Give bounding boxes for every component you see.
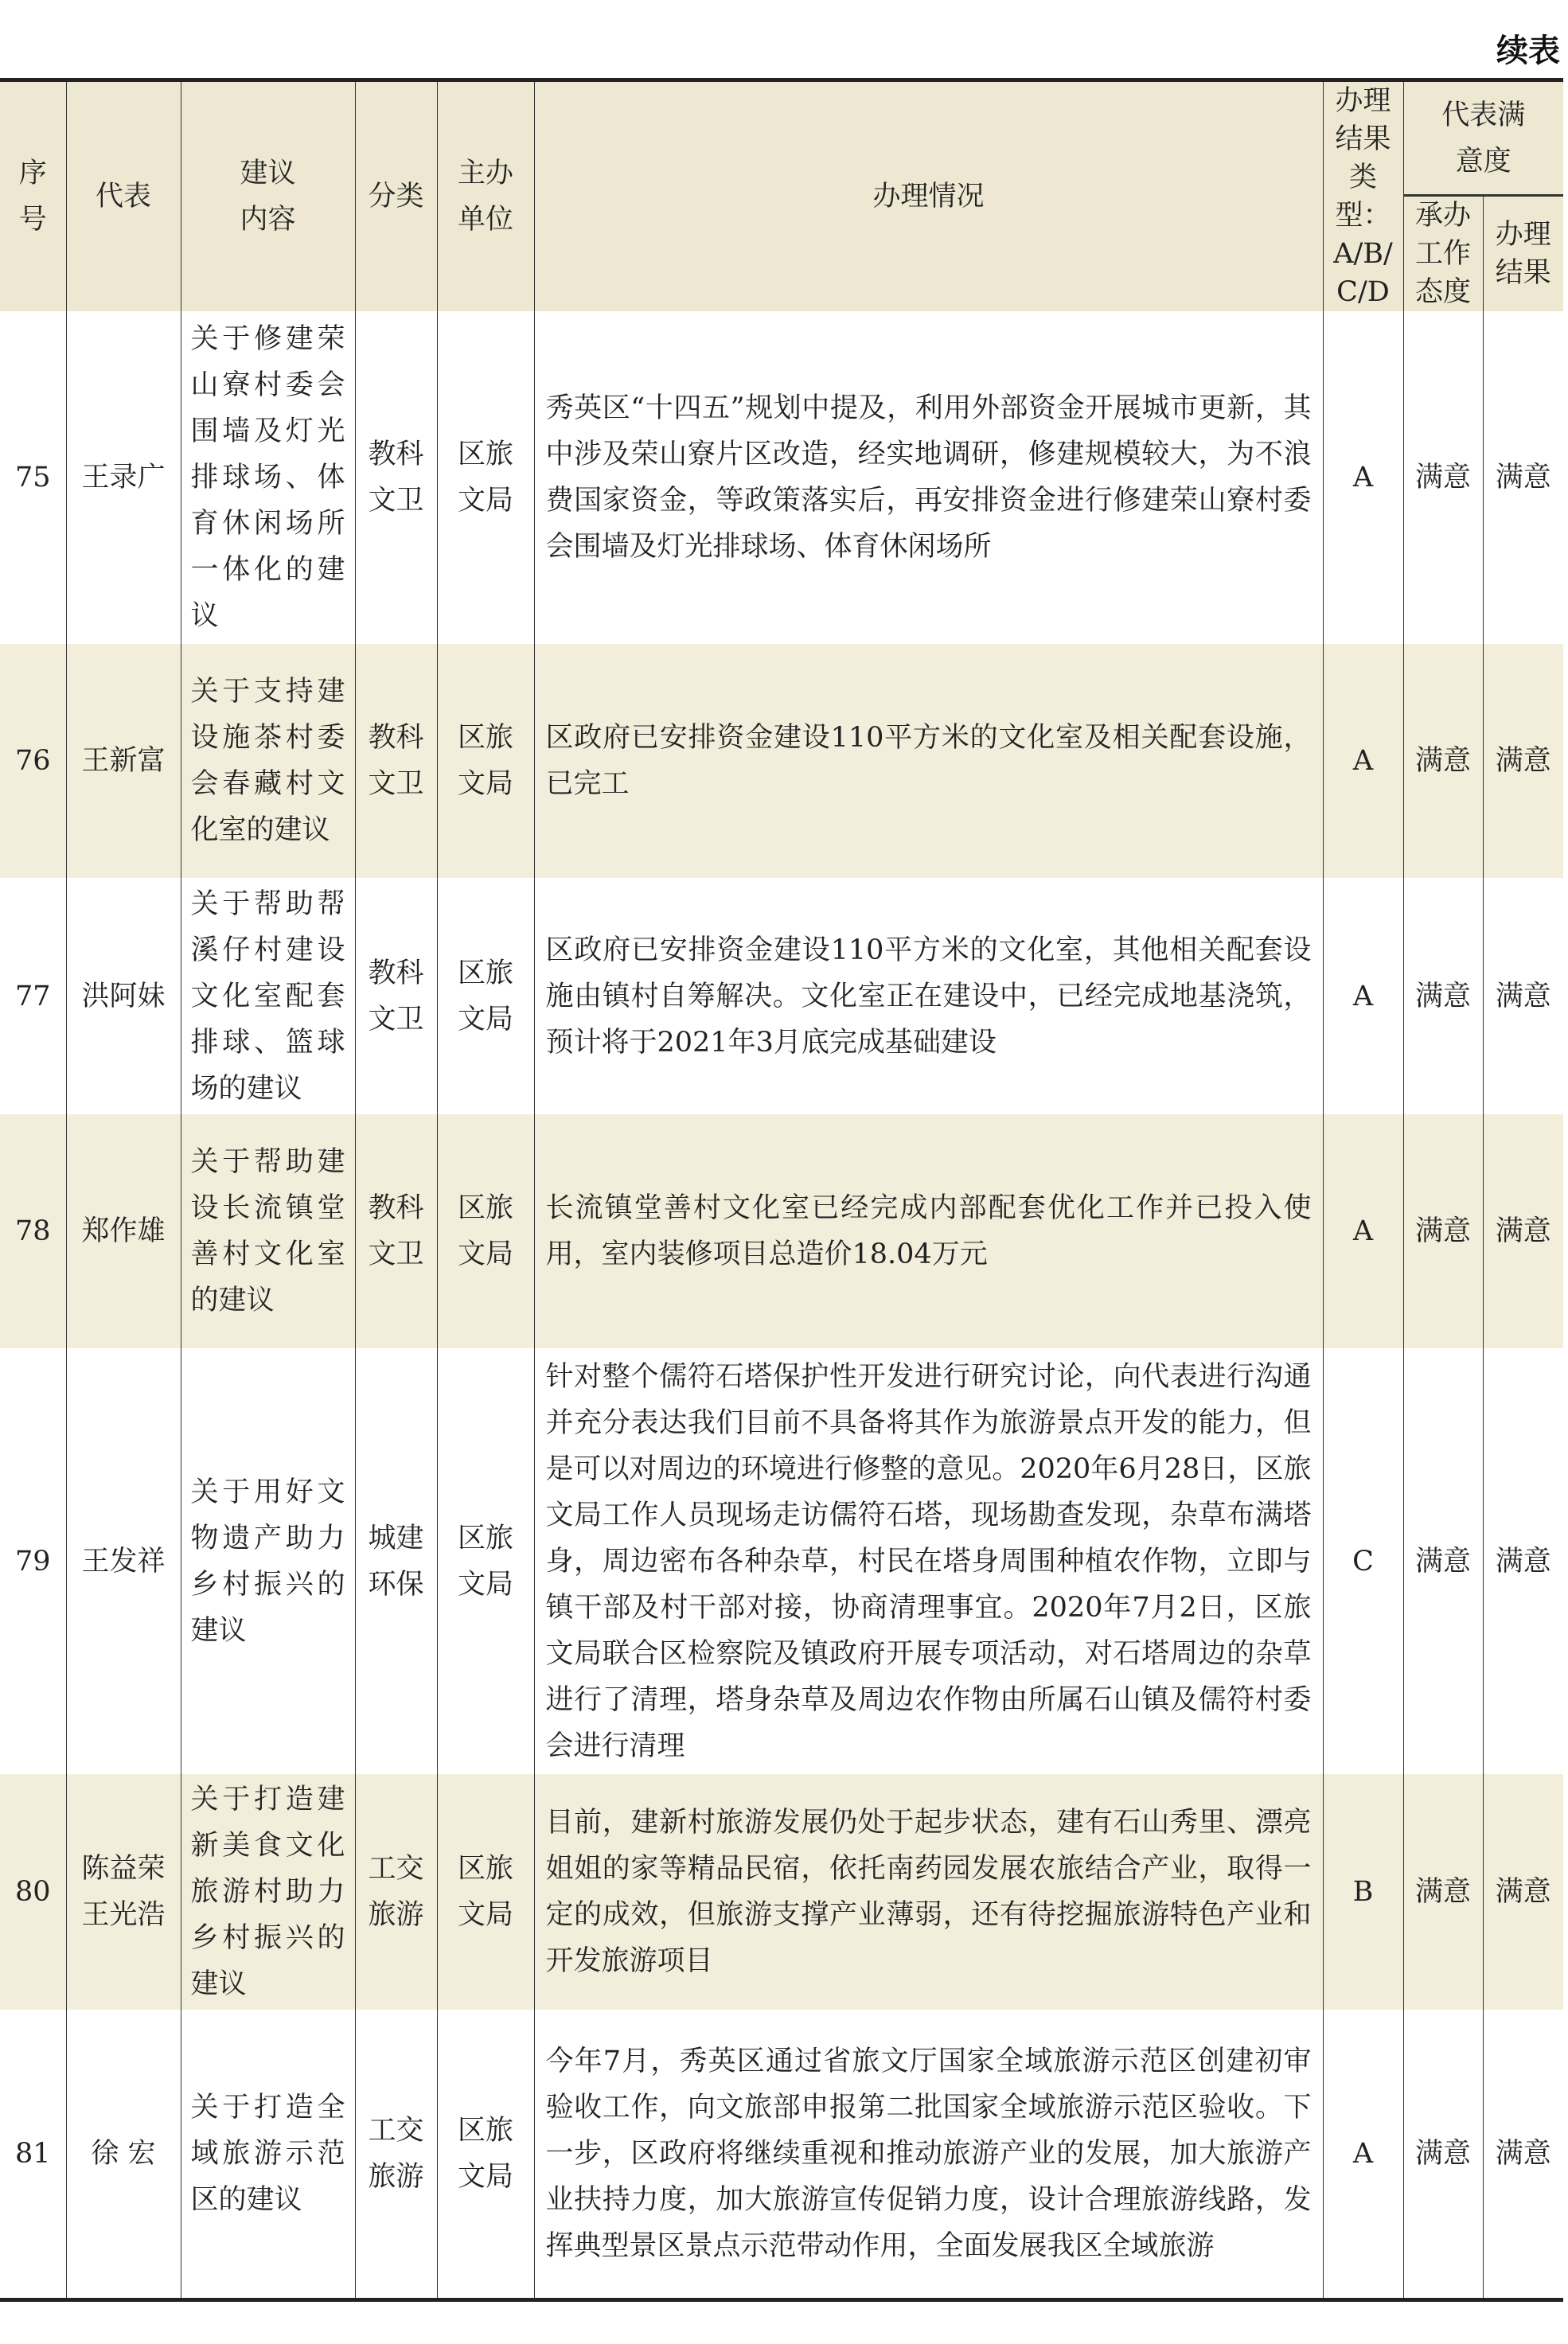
row-number-text: 77 bbox=[14, 980, 51, 1012]
attitude-satisfaction bbox=[1403, 1348, 1483, 1774]
handling-status bbox=[534, 2010, 1323, 2299]
representative-text: 王新富 bbox=[81, 745, 166, 777]
result-satisfaction bbox=[1483, 1774, 1563, 2010]
host-unit bbox=[437, 1348, 534, 1774]
result-type bbox=[1323, 644, 1403, 878]
attitude-satisfaction bbox=[1403, 1114, 1483, 1348]
representative bbox=[66, 1114, 181, 1348]
row-number bbox=[0, 878, 66, 1114]
handling-status bbox=[534, 1774, 1323, 2010]
suggestion bbox=[181, 2010, 355, 2299]
attitude-satisfaction-text: 满意 bbox=[1414, 980, 1471, 1012]
suggestion bbox=[181, 311, 355, 644]
handling-status bbox=[534, 1348, 1323, 1774]
category-text: 教科文卫 bbox=[368, 722, 424, 800]
header-suggestion: 建议内容 bbox=[181, 80, 355, 312]
suggestion-text: 关于打造全域旅游示范区的建议 bbox=[190, 2091, 345, 2216]
table-row bbox=[0, 1348, 1563, 1774]
header-handling: 办理情况 bbox=[534, 80, 1323, 312]
host-unit-text: 区旅文局 bbox=[457, 439, 513, 517]
result-type-text: A bbox=[1352, 1215, 1374, 1247]
suggestion-handling-table bbox=[0, 78, 1563, 2302]
suggestion bbox=[181, 1348, 355, 1774]
representative-text: 王发祥 bbox=[81, 1545, 166, 1578]
category-text: 城建环保 bbox=[368, 1522, 424, 1601]
continued-table-label: 续表 bbox=[1496, 33, 1560, 69]
handling-status bbox=[534, 1114, 1323, 1348]
result-satisfaction bbox=[1483, 1348, 1563, 1774]
result-satisfaction bbox=[1483, 644, 1563, 878]
representative bbox=[66, 644, 181, 878]
suggestion-text: 关于修建荣山寮村委会围墙及灯光排球场、体育休闲场所一体化的建议 bbox=[190, 323, 345, 632]
result-satisfaction bbox=[1483, 1114, 1563, 1348]
result-satisfaction bbox=[1483, 2010, 1563, 2299]
result-satisfaction-text: 满意 bbox=[1495, 980, 1551, 1012]
result-type bbox=[1323, 2010, 1403, 2299]
suggestion bbox=[181, 644, 355, 878]
suggestion-text: 关于帮助帮溪仔村建设文化室配套排球、篮球场的建议 bbox=[190, 887, 345, 1105]
row-number-text: 75 bbox=[14, 462, 51, 493]
attitude-satisfaction-text: 满意 bbox=[1414, 1215, 1471, 1247]
header-unit: 主办单位 bbox=[437, 80, 534, 312]
header-attitude: 承办工作态度 bbox=[1403, 196, 1483, 312]
category bbox=[355, 311, 437, 644]
category bbox=[355, 878, 437, 1114]
host-unit-text: 区旅文局 bbox=[457, 1853, 513, 1931]
handling-status-text: 区政府已安排资金建设110平方米的文化室，其他相关配套设施由镇村自筹解决。文化室正在建设中，已经完成地基浇筑，预计将于2021年3月底完成基础建设 bbox=[545, 934, 1312, 1059]
result-type bbox=[1323, 311, 1403, 644]
header-no: 序号 bbox=[0, 80, 66, 312]
host-unit-text: 区旅文局 bbox=[457, 2114, 513, 2193]
host-unit-text: 区旅文局 bbox=[457, 722, 513, 800]
table-row bbox=[0, 2010, 1563, 2299]
host-unit-text: 区旅文局 bbox=[457, 1522, 513, 1601]
header-result-type: 办理结果类型：A/B/C/D bbox=[1323, 80, 1403, 312]
header-category: 分类 bbox=[355, 80, 437, 312]
row-number bbox=[0, 311, 66, 644]
table-row bbox=[0, 1114, 1563, 1348]
attitude-satisfaction bbox=[1403, 2010, 1483, 2299]
result-satisfaction-text: 满意 bbox=[1495, 745, 1551, 777]
handling-status-text: 区政府已安排资金建设110平方米的文化室及相关配套设施，已完工 bbox=[545, 722, 1312, 800]
representative-text: 王录广 bbox=[81, 462, 166, 493]
host-unit bbox=[437, 644, 534, 878]
category-text: 教科文卫 bbox=[368, 957, 424, 1035]
representative-text: 陈益荣 王光浩 bbox=[81, 1853, 166, 1931]
category-text: 工交旅游 bbox=[368, 1853, 424, 1931]
category-text: 教科文卫 bbox=[368, 439, 424, 517]
handling-status-text: 今年7月，秀英区通过省旅文厅国家全域旅游示范区创建初审验收工作，向文旅部申报第二批国家全域旅游示范区验收。下一步，区政府将继续重视和推动旅游产业的发展，加大旅游产业扶持力度，加大旅游宣传促销力度，设计合理旅游线路，发挥典型景区景点示范带动作用，全面发展我区全域旅游 bbox=[545, 2045, 1312, 2262]
result-satisfaction-text: 满意 bbox=[1495, 1215, 1551, 1247]
handling-status-text: 秀英区“十四五”规划中提及，利用外部资金开展城市更新，其中涉及荣山寮片区改造，经实地调研，修建规模较大，为不浪费国家资金，等政策落实后，再安排资金进行修建荣山寮村委会围墙及灯光排球场、体育休闲场所 bbox=[545, 392, 1312, 563]
table-row bbox=[0, 1774, 1563, 2010]
result-type-text: C bbox=[1352, 1545, 1374, 1578]
handling-status-text: 针对整个儒符石塔保护性开发进行研究讨论，向代表进行沟通并充分表达我们目前不具备将其作为旅游景点开发的能力，但是可以对周边的环境进行修整的意见。2020年6月28日，区旅文局工作人员现场走访儒符石塔，现场勘查发现，杂草布满塔身，周边密布各种杂草，村民在塔身周围种植农作物，立即与镇干部及村干部对接，协商清理事宜。2020年7月2日，区旅文局联合区检察院及镇政府开展专项活动，对石塔周边的杂草进行了清理，塔身杂草及周边农作物由所属石山镇及儒符村委会进行清理 bbox=[545, 1360, 1312, 1762]
representative bbox=[66, 2010, 181, 2299]
result-type-text: A bbox=[1352, 462, 1374, 493]
suggestion-text: 关于支持建设施茶村委会春藏村文化室的建议 bbox=[190, 676, 345, 846]
result-type bbox=[1323, 1348, 1403, 1774]
attitude-satisfaction-text: 满意 bbox=[1414, 1876, 1471, 1908]
handling-status bbox=[534, 644, 1323, 878]
attitude-satisfaction bbox=[1403, 878, 1483, 1114]
representative-text: 洪阿妹 bbox=[81, 980, 166, 1012]
category bbox=[355, 2010, 437, 2299]
host-unit bbox=[437, 1774, 534, 2010]
suggestion bbox=[181, 878, 355, 1114]
suggestion-text: 关于用好文物遗产助力乡村振兴的建议 bbox=[190, 1476, 345, 1647]
result-type bbox=[1323, 1774, 1403, 2010]
table-row bbox=[0, 644, 1563, 878]
row-number bbox=[0, 1774, 66, 2010]
attitude-satisfaction-text: 满意 bbox=[1414, 2137, 1471, 2170]
attitude-satisfaction-text: 满意 bbox=[1414, 1545, 1471, 1578]
table-row bbox=[0, 878, 1563, 1114]
result-type-text: A bbox=[1352, 2137, 1374, 2170]
handling-status bbox=[534, 311, 1323, 644]
host-unit bbox=[437, 878, 534, 1114]
attitude-satisfaction bbox=[1403, 644, 1483, 878]
result-satisfaction-text: 满意 bbox=[1495, 2137, 1551, 2170]
category bbox=[355, 1774, 437, 2010]
host-unit-text: 区旅文局 bbox=[457, 957, 513, 1035]
host-unit bbox=[437, 311, 534, 644]
result-satisfaction-text: 满意 bbox=[1495, 1545, 1551, 1578]
row-number bbox=[0, 2010, 66, 2299]
host-unit bbox=[437, 2010, 534, 2299]
row-number bbox=[0, 1348, 66, 1774]
representative bbox=[66, 1348, 181, 1774]
row-number-text: 78 bbox=[14, 1215, 51, 1247]
header-representative: 代表 bbox=[66, 80, 181, 312]
row-number-text: 80 bbox=[14, 1876, 51, 1908]
representative bbox=[66, 311, 181, 644]
host-unit bbox=[437, 1114, 534, 1348]
row-number-text: 81 bbox=[14, 2137, 51, 2170]
attitude-satisfaction-text: 满意 bbox=[1414, 745, 1471, 777]
attitude-satisfaction bbox=[1403, 311, 1483, 644]
header-satisfaction: 代表满意度 bbox=[1403, 80, 1563, 196]
header-result: 办理结果 bbox=[1483, 196, 1563, 312]
suggestion bbox=[181, 1774, 355, 2010]
handling-status-text: 长流镇堂善村文化室已经完成内部配套优化工作并已投入使用，室内装修项目总造价18.04万元 bbox=[545, 1192, 1312, 1270]
result-satisfaction bbox=[1483, 311, 1563, 644]
category-text: 工交旅游 bbox=[368, 2114, 424, 2193]
result-satisfaction-text: 满意 bbox=[1495, 462, 1551, 493]
suggestion-text: 关于打造建新美食文化旅游村助力乡村振兴的建议 bbox=[190, 1784, 345, 2000]
category bbox=[355, 644, 437, 878]
result-type bbox=[1323, 1114, 1403, 1348]
result-type-text: A bbox=[1352, 980, 1374, 1012]
representative-text: 郑作雄 bbox=[81, 1215, 166, 1247]
category bbox=[355, 1348, 437, 1774]
row-number bbox=[0, 1114, 66, 1348]
table-row bbox=[0, 311, 1563, 644]
result-satisfaction-text: 满意 bbox=[1495, 1876, 1551, 1908]
result-satisfaction bbox=[1483, 878, 1563, 1114]
result-type bbox=[1323, 878, 1403, 1114]
attitude-satisfaction-text: 满意 bbox=[1414, 462, 1471, 493]
row-number bbox=[0, 644, 66, 878]
host-unit-text: 区旅文局 bbox=[457, 1192, 513, 1270]
suggestion-text: 关于帮助建设长流镇堂善村文化室的建议 bbox=[190, 1146, 345, 1316]
representative bbox=[66, 878, 181, 1114]
handling-status-text: 目前，建新村旅游发展仍处于起步状态，建有石山秀里、漂亮姐姐的家等精品民宿，依托南药园发展农旅结合产业，取得一定的成效，但旅游支撑产业薄弱，还有待挖掘旅游特色产业和开发旅游项目 bbox=[545, 1807, 1312, 1977]
row-number-text: 76 bbox=[14, 745, 51, 777]
handling-status bbox=[534, 878, 1323, 1114]
suggestion bbox=[181, 1114, 355, 1348]
representative bbox=[66, 1774, 181, 2010]
attitude-satisfaction bbox=[1403, 1774, 1483, 2010]
category-text: 教科文卫 bbox=[368, 1192, 424, 1270]
result-type-text: A bbox=[1352, 745, 1374, 777]
representative-text: 徐 宏 bbox=[91, 2137, 156, 2170]
category bbox=[355, 1114, 437, 1348]
row-number-text: 79 bbox=[14, 1545, 51, 1578]
result-type-text: B bbox=[1352, 1876, 1374, 1908]
